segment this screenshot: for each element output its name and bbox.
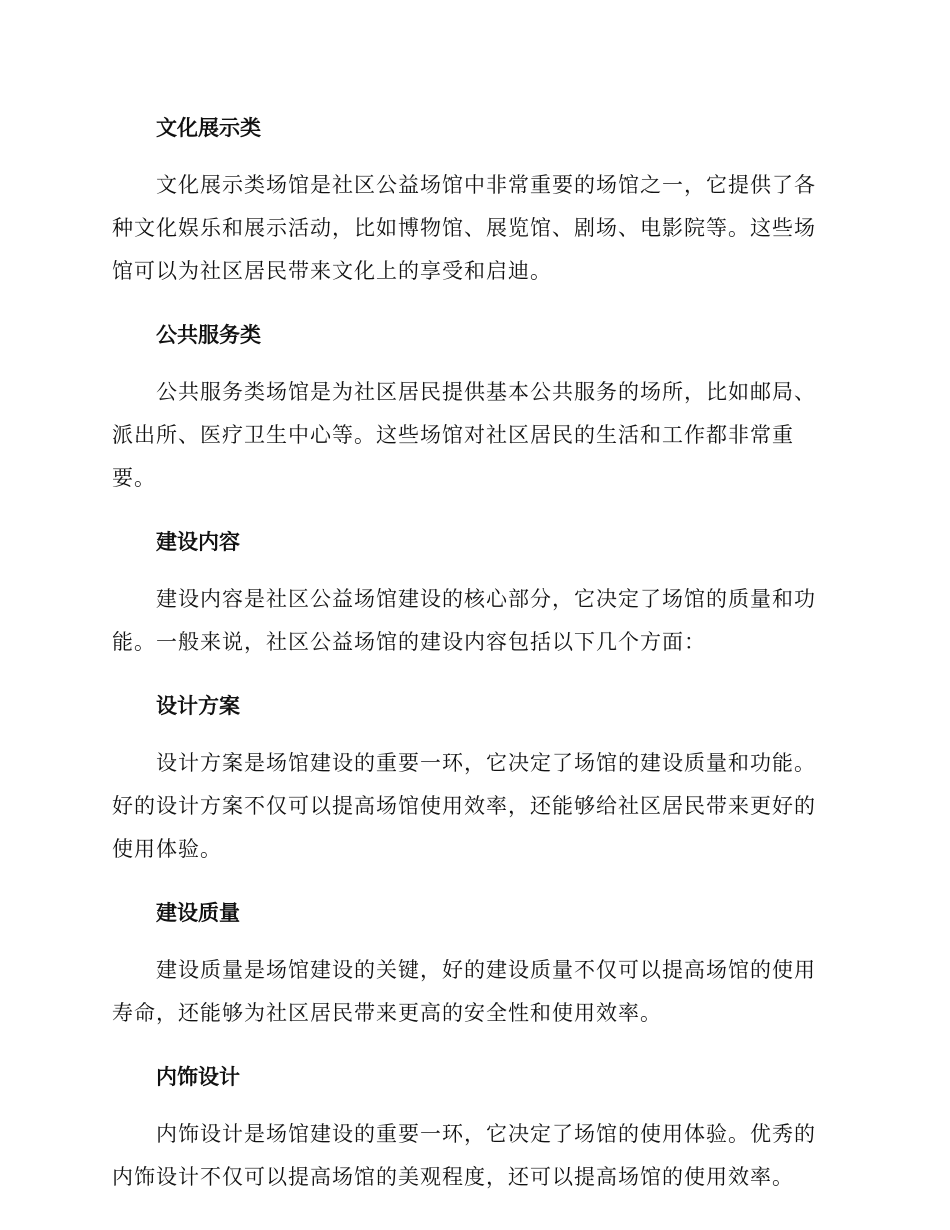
section-heading-cultural-display: 文化展示类: [156, 116, 261, 140]
section-paragraph-cultural-display: 文化展示类场馆是社区公益场馆中非常重要的场馆之一，它提供了各种文化娱乐和展示活动，比如博物馆、展览馆、剧场、电影院等。这些场馆可以为社区居民带来文化上的享受和启迪。: [112, 173, 816, 283]
document-body: [112, 110, 832, 1223]
section-heading-design-plan: 设计方案: [156, 694, 240, 718]
section-paragraph-construction-quality: 建设质量是场馆建设的关键，好的建设质量不仅可以提高场馆的使用寿命，还能够为社区居民带来更高的安全性和使用效率。: [112, 958, 816, 1025]
section-heading-public-service: 公共服务类: [156, 323, 261, 347]
section-paragraph-design-plan: 设计方案是场馆建设的重要一环，它决定了场馆的建设质量和功能。好的设计方案不仅可以提高场馆使用效率，还能够给社区居民带来更好的使用体验。: [112, 751, 816, 861]
section-paragraph-interior-design: 内饰设计是场馆建设的重要一环，它决定了场馆的使用体验。优秀的内饰设计不仅可以提高场馆的美观程度，还可以提高场馆的使用效率。: [112, 1122, 816, 1189]
section-heading-construction-quality: 建设质量: [156, 901, 240, 925]
section-heading-construction-content: 建设内容: [156, 530, 240, 554]
section-paragraph-public-service: 公共服务类场馆是为社区居民提供基本公共服务的场所，比如邮局、派出所、医疗卫生中心等。这些场馆对社区居民的生活和工作都非常重要。: [112, 380, 816, 490]
section-heading-interior-design: 内饰设计: [156, 1065, 240, 1089]
section-paragraph-construction-content: 建设内容是社区公益场馆建设的核心部分，它决定了场馆的质量和功能。一般来说，社区公益场馆的建设内容包括以下几个方面：: [112, 587, 816, 654]
